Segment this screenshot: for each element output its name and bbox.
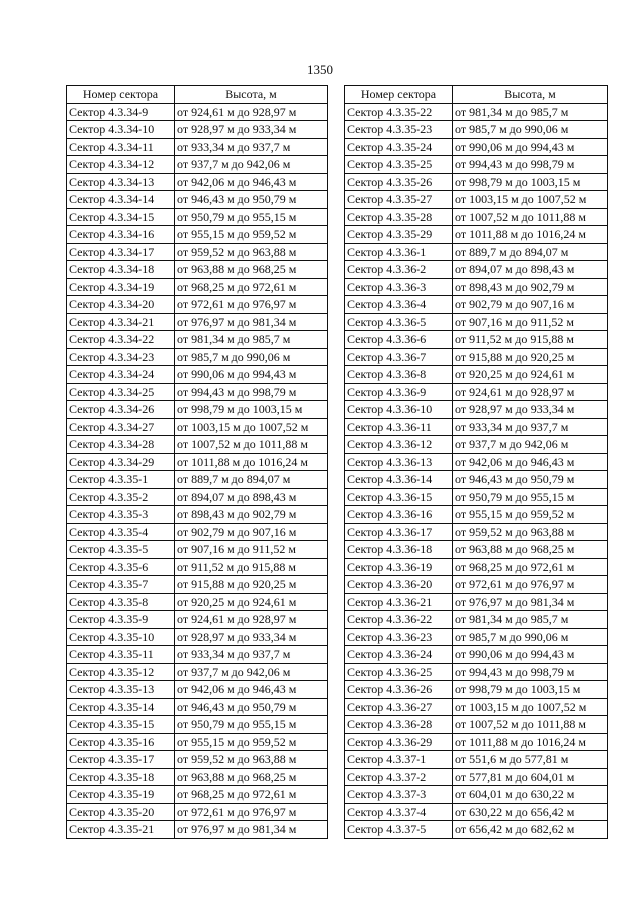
table-row [67,278,328,296]
header-sector-number: Номер сектора [345,86,453,104]
height-range-cell: от 994,43 м до 998,79 м [453,663,608,681]
sector-number-cell: Сектор 4.3.35-20 [67,803,175,821]
sector-number-cell: Сектор 4.3.36-14 [345,471,453,489]
height-range-cell: от 968,25 м до 972,61 м [175,278,328,296]
height-range-cell: от 630,22 м до 656,42 м [453,803,608,821]
height-range-cell: от 950,79 м до 955,15 м [175,208,328,226]
height-range-cell: от 972,61 м до 976,97 м [175,296,328,314]
sector-number-cell: Сектор 4.3.34-10 [67,121,175,139]
sector-number-cell: Сектор 4.3.35-16 [67,733,175,751]
height-range-cell: от 950,79 м до 955,15 м [175,716,328,734]
sector-number-cell: Сектор 4.3.34-16 [67,226,175,244]
sector-number-cell: Сектор 4.3.36-15 [345,488,453,506]
height-range-cell: от 968,25 м до 972,61 м [175,786,328,804]
height-range-cell: от 915,88 м до 920,25 м [175,576,328,594]
height-range-cell: от 998,79 м до 1003,15 м [175,401,328,419]
sector-number-cell: Сектор 4.3.36-5 [345,313,453,331]
height-range-cell: от 942,06 м до 946,43 м [175,681,328,699]
height-range-cell: от 915,88 м до 920,25 м [453,348,608,366]
sector-number-cell: Сектор 4.3.35-29 [345,226,453,244]
height-range-cell: от 946,43 м до 950,79 м [175,191,328,209]
sector-number-cell: Сектор 4.3.36-11 [345,418,453,436]
sector-number-cell: Сектор 4.3.35-9 [67,611,175,629]
height-range-cell: от 946,43 м до 950,79 м [175,698,328,716]
sector-number-cell: Сектор 4.3.36-3 [345,278,453,296]
table-row [67,681,328,699]
table-row [345,628,608,646]
sector-number-cell: Сектор 4.3.35-15 [67,716,175,734]
table-row [345,121,608,139]
sector-number-cell: Сектор 4.3.36-4 [345,296,453,314]
sector-number-cell: Сектор 4.3.36-16 [345,506,453,524]
table-row [67,156,328,174]
table-row [67,313,328,331]
sector-number-cell: Сектор 4.3.37-4 [345,803,453,821]
table-row [345,593,608,611]
table-row [67,488,328,506]
height-range-cell: от 551,6 м до 577,81 м [453,751,608,769]
table-row [67,523,328,541]
table-row [67,803,328,821]
height-range-cell: от 994,43 м до 998,79 м [453,156,608,174]
sector-number-cell: Сектор 4.3.34-17 [67,243,175,261]
height-range-cell: от 1011,88 м до 1016,24 м [175,453,328,471]
table-row [345,296,608,314]
height-range-cell: от 1007,52 м до 1011,88 м [175,436,328,454]
height-range-cell: от 959,52 м до 963,88 м [453,523,608,541]
table-row [67,453,328,471]
table-row [67,733,328,751]
sector-number-cell: Сектор 4.3.34-22 [67,331,175,349]
sector-table-right [344,85,608,839]
table-row [67,646,328,664]
table-row [67,173,328,191]
sector-number-cell: Сектор 4.3.36-8 [345,366,453,384]
sector-number-cell: Сектор 4.3.35-2 [67,488,175,506]
sector-number-cell: Сектор 4.3.35-1 [67,471,175,489]
sector-number-cell: Сектор 4.3.35-23 [345,121,453,139]
height-range-cell: от 898,43 м до 902,79 м [453,278,608,296]
height-range-cell: от 902,79 м до 907,16 м [453,296,608,314]
table-row [67,576,328,594]
table-row [345,768,608,786]
table-row [67,401,328,419]
height-range-cell: от 998,79 м до 1003,15 м [453,173,608,191]
table-row [67,558,328,576]
height-range-cell: от 994,43 м до 998,79 м [175,383,328,401]
height-range-cell: от 920,25 м до 924,61 м [175,593,328,611]
sector-number-cell: Сектор 4.3.34-27 [67,418,175,436]
height-range-cell: от 937,7 м до 942,06 м [453,436,608,454]
height-range-cell: от 950,79 м до 955,15 м [453,488,608,506]
table-row [345,138,608,156]
table-row [67,383,328,401]
sector-number-cell: Сектор 4.3.35-4 [67,523,175,541]
table-row [345,576,608,594]
sector-number-cell: Сектор 4.3.34-12 [67,156,175,174]
height-range-cell: от 937,7 м до 942,06 м [175,663,328,681]
height-range-cell: от 928,97 м до 933,34 м [175,628,328,646]
table-row [345,156,608,174]
sector-number-cell: Сектор 4.3.37-1 [345,751,453,769]
table-row [67,821,328,839]
height-range-cell: от 1003,15 м до 1007,52 м [453,698,608,716]
table-row [67,628,328,646]
table-row [67,593,328,611]
sector-number-cell: Сектор 4.3.36-13 [345,453,453,471]
sector-number-cell: Сектор 4.3.36-1 [345,243,453,261]
sector-number-cell: Сектор 4.3.35-26 [345,173,453,191]
table-row [345,506,608,524]
table-body-right [345,103,608,838]
table-row [345,471,608,489]
table-row [345,698,608,716]
table-row [345,331,608,349]
table-row [67,103,328,121]
height-range-cell: от 907,16 м до 911,52 м [175,541,328,559]
height-range-cell: от 990,06 м до 994,43 м [453,646,608,664]
sector-number-cell: Сектор 4.3.36-28 [345,716,453,734]
table-row [345,103,608,121]
height-range-cell: от 894,07 м до 898,43 м [453,261,608,279]
table-row [67,191,328,209]
header-sector-number: Номер сектора [67,86,175,104]
table-row [345,191,608,209]
sector-number-cell: Сектор 4.3.35-28 [345,208,453,226]
sector-number-cell: Сектор 4.3.36-19 [345,558,453,576]
table-row [345,523,608,541]
header-height: Высота, м [175,86,328,104]
height-range-cell: от 955,15 м до 959,52 м [175,733,328,751]
height-range-cell: от 1007,52 м до 1011,88 м [453,208,608,226]
sector-number-cell: Сектор 4.3.37-2 [345,768,453,786]
sector-number-cell: Сектор 4.3.36-6 [345,331,453,349]
height-range-cell: от 946,43 м до 950,79 м [453,471,608,489]
sector-number-cell: Сектор 4.3.35-13 [67,681,175,699]
sector-number-cell: Сектор 4.3.36-27 [345,698,453,716]
sector-number-cell: Сектор 4.3.35-11 [67,646,175,664]
table-row [345,558,608,576]
height-range-cell: от 981,34 м до 985,7 м [175,331,328,349]
height-range-cell: от 928,97 м до 933,34 м [175,121,328,139]
sector-number-cell: Сектор 4.3.36-26 [345,681,453,699]
sector-table-left [66,85,328,839]
table-row [67,541,328,559]
table-row [67,138,328,156]
sector-number-cell: Сектор 4.3.35-10 [67,628,175,646]
height-range-cell: от 1007,52 м до 1011,88 м [453,716,608,734]
sector-number-cell: Сектор 4.3.35-14 [67,698,175,716]
sector-number-cell: Сектор 4.3.36-17 [345,523,453,541]
sector-number-cell: Сектор 4.3.34-9 [67,103,175,121]
table-row [67,226,328,244]
height-range-cell: от 1003,15 м до 1007,52 м [175,418,328,436]
table-row [345,803,608,821]
sector-number-cell: Сектор 4.3.35-3 [67,506,175,524]
header-height: Высота, м [453,86,608,104]
height-range-cell: от 985,7 м до 990,06 м [175,348,328,366]
height-range-cell: от 990,06 м до 994,43 м [453,138,608,156]
height-range-cell: от 924,61 м до 928,97 м [175,611,328,629]
table-row [345,436,608,454]
table-row [67,348,328,366]
height-range-cell: от 972,61 м до 976,97 м [453,576,608,594]
height-range-cell: от 955,15 м до 959,52 м [175,226,328,244]
height-range-cell: от 968,25 м до 972,61 м [453,558,608,576]
height-range-cell: от 894,07 м до 898,43 м [175,488,328,506]
sector-number-cell: Сектор 4.3.35-25 [345,156,453,174]
sector-number-cell: Сектор 4.3.34-28 [67,436,175,454]
height-range-cell: от 972,61 м до 976,97 м [175,803,328,821]
sector-number-cell: Сектор 4.3.34-13 [67,173,175,191]
table-row [67,436,328,454]
height-range-cell: от 902,79 м до 907,16 м [175,523,328,541]
sector-number-cell: Сектор 4.3.35-21 [67,821,175,839]
table-row [67,698,328,716]
height-range-cell: от 998,79 м до 1003,15 м [453,681,608,699]
sector-number-cell: Сектор 4.3.36-23 [345,628,453,646]
table-row [345,786,608,804]
sector-number-cell: Сектор 4.3.34-25 [67,383,175,401]
height-range-cell: от 889,7 м до 894,07 м [453,243,608,261]
height-range-cell: от 976,97 м до 981,34 м [175,313,328,331]
height-range-cell: от 920,25 м до 924,61 м [453,366,608,384]
table-row [67,366,328,384]
height-range-cell: от 976,97 м до 981,34 м [175,821,328,839]
sector-number-cell: Сектор 4.3.35-12 [67,663,175,681]
table-row [345,733,608,751]
height-range-cell: от 963,88 м до 968,25 м [175,261,328,279]
table-row [67,786,328,804]
height-range-cell: от 924,61 м до 928,97 м [175,103,328,121]
height-range-cell: от 656,42 м до 682,62 м [453,821,608,839]
table-row [345,541,608,559]
height-range-cell: от 981,34 м до 985,7 м [453,611,608,629]
sector-number-cell: Сектор 4.3.36-12 [345,436,453,454]
table-row [67,768,328,786]
table-row [67,261,328,279]
sector-number-cell: Сектор 4.3.35-19 [67,786,175,804]
table-row [345,453,608,471]
height-range-cell: от 959,52 м до 963,88 м [175,751,328,769]
height-range-cell: от 577,81 м до 604,01 м [453,768,608,786]
table-row [67,208,328,226]
table-row [345,716,608,734]
table-row [345,401,608,419]
height-range-cell: от 976,97 м до 981,34 м [453,593,608,611]
table-row [67,506,328,524]
height-range-cell: от 898,43 м до 902,79 м [175,506,328,524]
table-row [67,663,328,681]
table-row [345,243,608,261]
table-row [345,418,608,436]
sector-number-cell: Сектор 4.3.35-8 [67,593,175,611]
table-row [345,173,608,191]
table-row [345,226,608,244]
sector-number-cell: Сектор 4.3.34-24 [67,366,175,384]
sector-number-cell: Сектор 4.3.35-18 [67,768,175,786]
height-range-cell: от 985,7 м до 990,06 м [453,628,608,646]
table-row [67,296,328,314]
table-row [345,611,608,629]
sector-number-cell: Сектор 4.3.36-29 [345,733,453,751]
table-row [67,121,328,139]
sector-number-cell: Сектор 4.3.34-29 [67,453,175,471]
sector-number-cell: Сектор 4.3.36-25 [345,663,453,681]
table-row [345,261,608,279]
height-range-cell: от 1003,15 м до 1007,52 м [453,191,608,209]
sector-number-cell: Сектор 4.3.36-2 [345,261,453,279]
table-row [67,751,328,769]
height-range-cell: от 959,52 м до 963,88 м [175,243,328,261]
height-range-cell: от 990,06 м до 994,43 м [175,366,328,384]
sector-number-cell: Сектор 4.3.36-20 [345,576,453,594]
table-row [345,383,608,401]
table-row [345,751,608,769]
sector-number-cell: Сектор 4.3.35-5 [67,541,175,559]
table-row [345,208,608,226]
sector-number-cell: Сектор 4.3.34-26 [67,401,175,419]
sector-number-cell: Сектор 4.3.36-9 [345,383,453,401]
table-row [67,331,328,349]
sector-number-cell: Сектор 4.3.35-24 [345,138,453,156]
height-range-cell: от 933,34 м до 937,7 м [175,646,328,664]
table-row [345,663,608,681]
sector-number-cell: Сектор 4.3.34-14 [67,191,175,209]
height-range-cell: от 955,15 м до 959,52 м [453,506,608,524]
height-range-cell: от 942,06 м до 946,43 м [175,173,328,191]
table-row [67,243,328,261]
height-range-cell: от 924,61 м до 928,97 м [453,383,608,401]
sector-number-cell: Сектор 4.3.36-21 [345,593,453,611]
sector-number-cell: Сектор 4.3.35-22 [345,103,453,121]
sector-number-cell: Сектор 4.3.36-22 [345,611,453,629]
sector-number-cell: Сектор 4.3.36-18 [345,541,453,559]
height-range-cell: от 933,34 м до 937,7 м [453,418,608,436]
height-range-cell: от 937,7 м до 942,06 м [175,156,328,174]
table-header-row [345,86,608,104]
table-row [345,366,608,384]
height-range-cell: от 1011,88 м до 1016,24 м [453,733,608,751]
table-header-row [67,86,328,104]
table-row [67,418,328,436]
table-body-left [67,103,328,838]
sector-number-cell: Сектор 4.3.34-21 [67,313,175,331]
sector-number-cell: Сектор 4.3.34-15 [67,208,175,226]
height-range-cell: от 889,7 м до 894,07 м [175,471,328,489]
sector-number-cell: Сектор 4.3.36-7 [345,348,453,366]
height-range-cell: от 911,52 м до 915,88 м [453,331,608,349]
height-range-cell: от 933,34 м до 937,7 м [175,138,328,156]
sector-number-cell: Сектор 4.3.35-7 [67,576,175,594]
sector-number-cell: Сектор 4.3.37-3 [345,786,453,804]
sector-number-cell: Сектор 4.3.36-10 [345,401,453,419]
sector-number-cell: Сектор 4.3.34-11 [67,138,175,156]
height-range-cell: от 985,7 м до 990,06 м [453,121,608,139]
height-range-cell: от 928,97 м до 933,34 м [453,401,608,419]
page-number: 1350 [307,62,333,77]
height-range-cell: от 911,52 м до 915,88 м [175,558,328,576]
height-range-cell: от 907,16 м до 911,52 м [453,313,608,331]
height-range-cell: от 963,88 м до 968,25 м [175,768,328,786]
height-range-cell: от 963,88 м до 968,25 м [453,541,608,559]
sector-number-cell: Сектор 4.3.34-23 [67,348,175,366]
table-row [67,471,328,489]
table-row [345,681,608,699]
table-row [67,611,328,629]
sector-number-cell: Сектор 4.3.35-6 [67,558,175,576]
sector-number-cell: Сектор 4.3.36-24 [345,646,453,664]
sector-number-cell: Сектор 4.3.35-27 [345,191,453,209]
height-range-cell: от 942,06 м до 946,43 м [453,453,608,471]
table-row [345,313,608,331]
table-row [345,821,608,839]
height-range-cell: от 1011,88 м до 1016,24 м [453,226,608,244]
sector-number-cell: Сектор 4.3.34-18 [67,261,175,279]
height-range-cell: от 981,34 м до 985,7 м [453,103,608,121]
table-row [345,348,608,366]
sector-number-cell: Сектор 4.3.37-5 [345,821,453,839]
sector-number-cell: Сектор 4.3.34-19 [67,278,175,296]
sector-number-cell: Сектор 4.3.35-17 [67,751,175,769]
height-range-cell: от 604,01 м до 630,22 м [453,786,608,804]
table-row [345,646,608,664]
table-row [67,716,328,734]
table-row [345,278,608,296]
table-row [345,488,608,506]
sector-number-cell: Сектор 4.3.34-20 [67,296,175,314]
